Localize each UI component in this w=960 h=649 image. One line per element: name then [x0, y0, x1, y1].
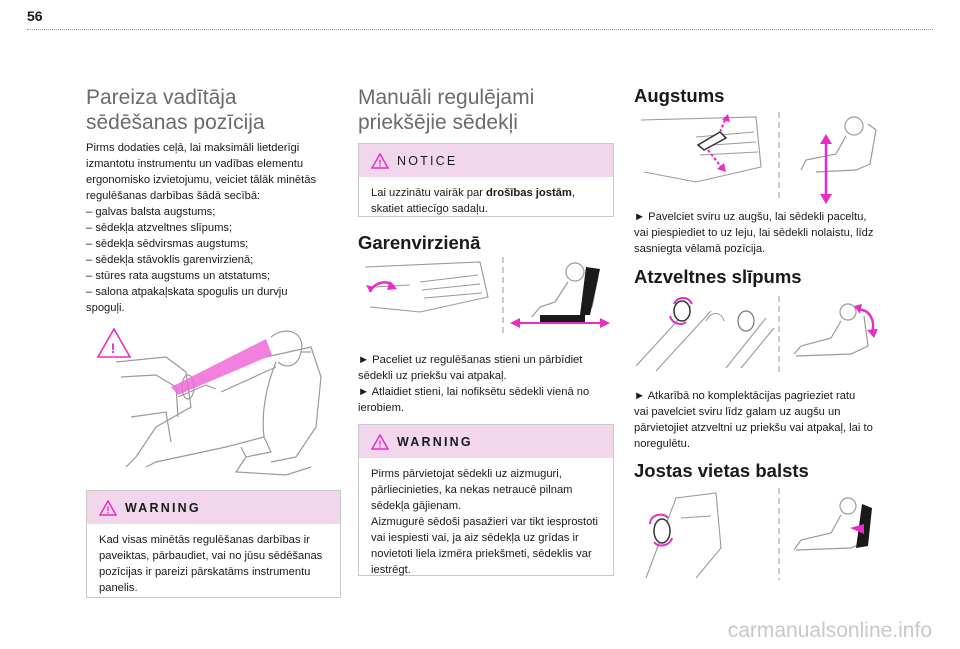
section-title-height: Augstums: [634, 85, 725, 106]
watermark: carmanualsonline.info: [727, 619, 932, 642]
driver-position-illustration: [96, 317, 336, 477]
col1-title: Pareiza vadītāja sēdēšanas pozīcija: [86, 86, 265, 134]
section-title-lumbar: Jostas vietas balsts: [634, 460, 809, 481]
notice-header: [359, 144, 613, 177]
svg-text:!: !: [378, 439, 382, 450]
warning-title: WARNING: [397, 434, 473, 449]
notice-text-start: Lai uzzinātu vairāk par: [371, 187, 487, 199]
notice-link-text: drošības jostām: [486, 187, 572, 199]
longitudinal-illustration: [360, 257, 610, 337]
warning-header: [359, 425, 613, 458]
col2-section-text: ► Paceliet uz regulēšanas stieni un pārbīdiet sēdekli uz priekšu vai atpakaļ. ► Atlaidiet stieni, lai nofiksētu sēdekli vienā no ierobiem.: [358, 354, 590, 414]
warning-title: WARNING: [125, 500, 201, 515]
notice-title: NOTICE: [397, 153, 458, 168]
notice-text-end: , skatiet attiecīgo sadaļu.: [371, 187, 575, 215]
lumbar-support-illustration: [636, 488, 886, 583]
page-number: 56: [27, 8, 43, 24]
col2-title: Manuāli regulējami priekšējie sēdekļi: [358, 86, 535, 134]
warning-triangle-icon: [371, 153, 389, 169]
svg-text:!: !: [106, 505, 110, 516]
col2-warning-box: [358, 424, 614, 576]
height-illustration: [636, 112, 886, 204]
warning-triangle-icon: [371, 434, 389, 450]
section-title-longitudinal: Garenvirzienā: [358, 232, 481, 253]
height-text: ► Pavelciet sviru uz augšu, lai sēdekli paceltu, vai piespiediet to uz leju, lai sēdekli nolaistu, līdz sasniegta vēlamā pozīcija.: [634, 211, 874, 255]
warning-text: Kad visas minētās regulēšanas darbības ir paveiktas, pārbaudiet, vai no jūsu sēdēšanas pozīcijas ir pareizi pārskatāms instrumentu panelis.: [99, 534, 323, 594]
warning-text: Pirms pārvietojat sēdekli uz aizmuguri, pārliecinieties, ka nekas netraucē pilnam sēdekļa gājienam. Aizmugurē sēdoši pasažieri var tikt iesprostoti vai iespiesti vai, ja aiz sēdekļa uz grīdas ir novietoti liela izmēra priekšmeti, sēdeklis var iestrēgt.: [371, 468, 598, 576]
top-rule: [27, 29, 933, 30]
backrest-illustration: [636, 296, 886, 376]
col1-warning-box: [86, 490, 341, 598]
section-title-backrest: Atzveltnes slīpums: [634, 266, 802, 287]
backrest-text: ► Atkarībā no komplektācijas pagrieziet ratu vai pavelciet sviru līdz galam uz augšu un pārvietojiet atzveltni uz priekšu vai atpakaļ, lai to noregulētu.: [634, 390, 873, 450]
svg-text:!: !: [110, 340, 116, 356]
notice-text: [359, 177, 613, 225]
notice-box: [358, 143, 614, 217]
warning-triangle-icon: [99, 500, 117, 516]
warning-header: [87, 491, 340, 524]
col1-text: Pirms dodaties ceļā, lai maksimāli lietderīgi izmantotu instrumentu un vadības elementu ergonomisko izvietojumu, veiciet tālāk minētās regulēšanas darbības šādā secībā: – galvas balsta augstums; – sēdekļa atzveltnes slīpums; – sēdekļa sēdvirsmas augstums; – sēdekļa stāvoklis garenvirzienā; – stūres rata augstums un atstatums; – salona atpakaļskata spogulis un durvju spoguļi.: [86, 142, 317, 314]
svg-text:!: !: [378, 158, 382, 169]
